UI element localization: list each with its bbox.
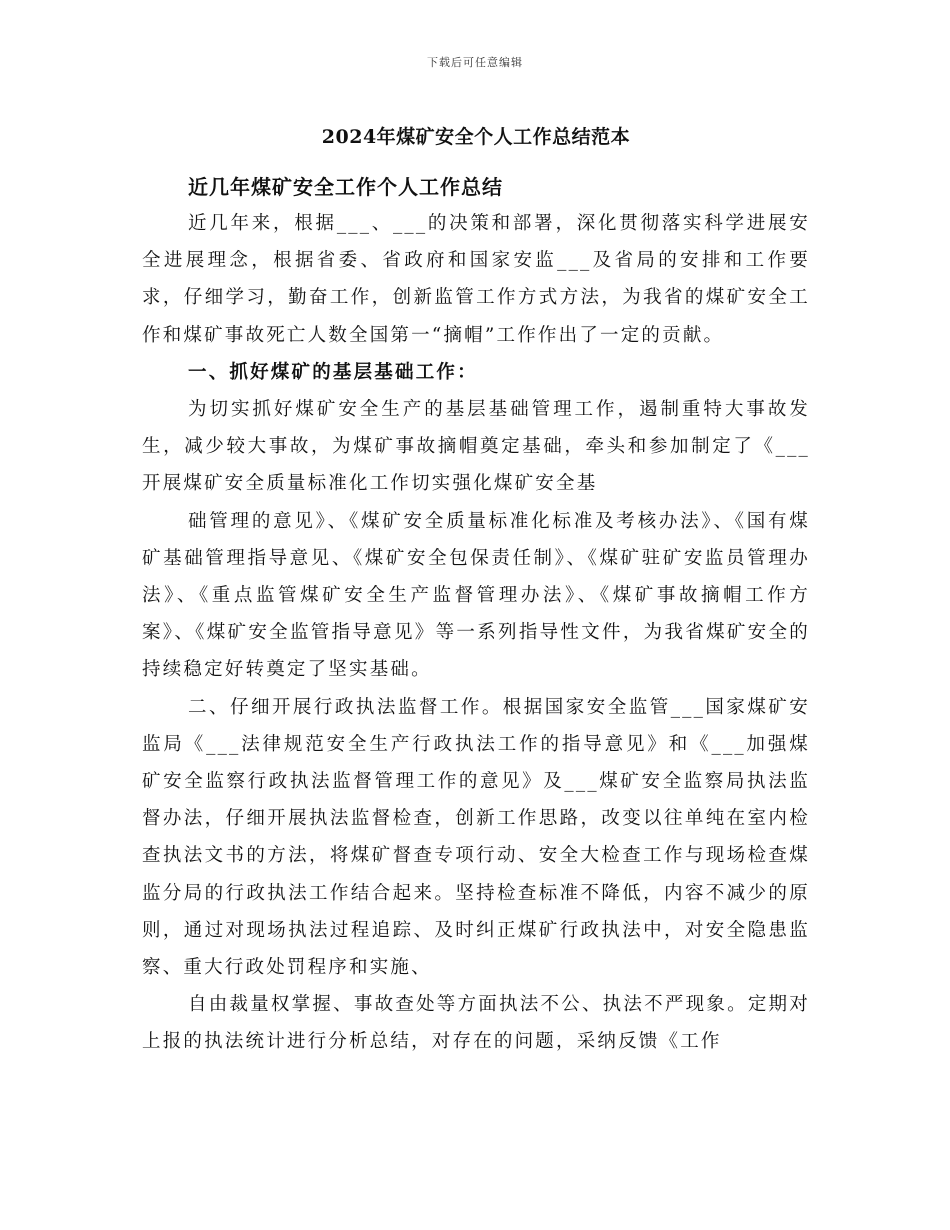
paragraph-intro: 近几年来，根据___、___的决策和部署，深化贯彻落实科学进展安全进展理念，根据省委、省政府和国家安监___及省局的安排和工作要求，仔细学习，勤奋工作，创新监管工作方式方法，为我省的煤矿安全工作和煤矿事故死亡人数全国第一“摘帽”工作作出了一定的贡献。 xyxy=(142,213,810,346)
document-body xyxy=(142,205,810,1061)
paragraph-heading-one: 一、抓好煤矿的基层基础工作： xyxy=(188,361,478,383)
paragraph-enforcement: 二、仔细开展行政执法监督工作。根据国家安全监管___国家煤矿安监局《___法律规范安全生产行政执法工作的指导意见》和《___加强煤矿安全监察行政执法监督管理工作的意见》及___煤矿安全监察局执法监督办法，仔细开展执法监督检查，创新工作思路，改变以往单纯在室内检查执法文书的方法，将煤矿督查专项行动、安全大检查工作与现场检查煤监分局的行政执法工作结合起来。坚持检查标准不降低，内容不减少的原则，通过对现场执法过程追踪、及时纠正煤矿行政执法中，对安全隐患监察、重大行政处罚程序和实施、 xyxy=(142,696,810,979)
paragraph-discretion: 自由裁量权掌握、事故查处等方面执法不公、执法不严现象。定期对上报的执法统计进行分析总结，对存在的问题，采纳反馈《工作 xyxy=(142,994,810,1053)
paragraph-basic-work: 为切实抓好煤矿安全生产的基层基础管理工作，遏制重特大事故发生，减少较大事故，为煤矿事故摘帽奠定基础，牵头和参加制定了《___开展煤矿安全质量标准化工作切实强化煤矿安全基 xyxy=(142,399,810,495)
paragraph-document-list: 础管理的意见》、《煤矿安全质量标准化标准及考核办法》、《国有煤矿基础管理指导意见、《煤矿安全包保责任制》、《煤矿驻矿安监员管理办法》、《重点监管煤矿安全生产监督管理办法》、《煤矿事故摘帽工作方案》、《煤矿安全监管指导意见》等一系列指导性文件，为我省煤矿安全的持续稳定好转奠定了坚实基础。 xyxy=(142,510,810,681)
header-note: 下载后可任意编辑 xyxy=(427,56,523,69)
document-title: 2024年煤矿安全个人工作总结范本 xyxy=(321,126,631,148)
section-heading: 近几年煤矿安全工作个人工作总结 xyxy=(188,175,503,199)
